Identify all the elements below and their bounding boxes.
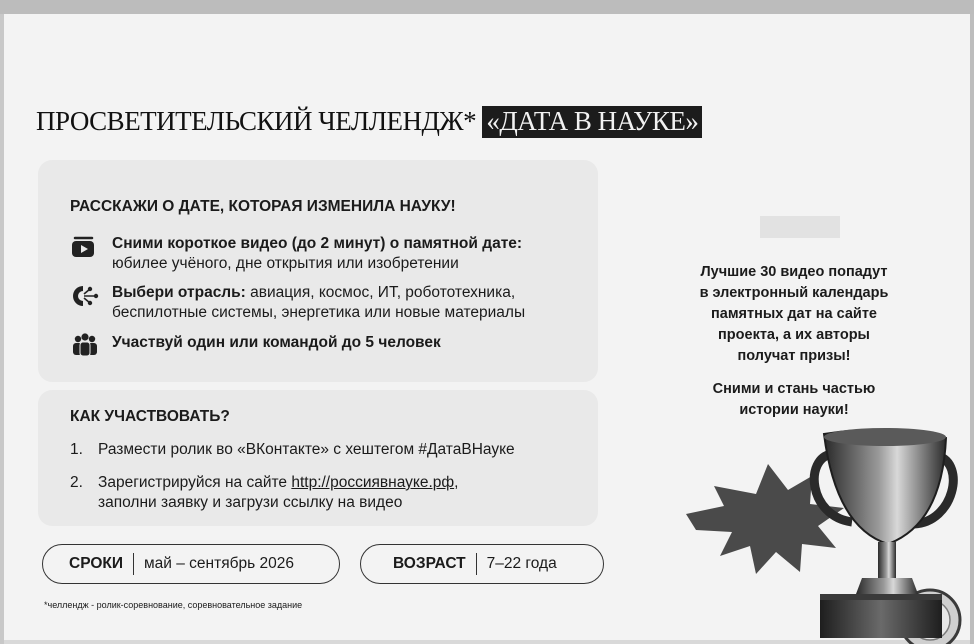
step-text-line2: заполни заявку и загрузи ссылку на видео <box>98 494 403 511</box>
rule-item-video-bold: Сними короткое видео (до 2 минут) о памятной дате: <box>112 235 523 252</box>
step-item <box>70 473 515 513</box>
promo-line: Лучшие 30 видео попадут <box>700 264 888 280</box>
rule-item-video <box>70 234 522 274</box>
video-play-icon <box>70 234 100 260</box>
promo-text <box>662 262 926 421</box>
deadline-value: май – сентябрь 2026 <box>144 555 294 572</box>
rule-item-industry <box>70 283 525 323</box>
how-to-steps <box>70 440 515 526</box>
pill-divider <box>476 553 477 575</box>
rule-item-industry-line2: беспилотные системы, энергетика или новые материалы <box>112 304 526 321</box>
scan-right-edge <box>970 14 974 644</box>
promo-call-line: истории науки! <box>739 402 849 418</box>
rules-heading: РАССКАЖИ О ДАТЕ, КОТОРАЯ ИЗМЕНИЛА НАУКУ! <box>70 198 456 215</box>
starburst-shape <box>686 464 844 574</box>
deadline-label: СРОКИ <box>69 555 123 572</box>
promo-line: получат призы! <box>737 348 851 364</box>
title-main: ПРОСВЕТИТЕЛЬСКИЙ ЧЕЛЛЕНДЖ* <box>36 106 477 136</box>
website-link[interactable]: http://россиявнауке.рф <box>291 474 455 491</box>
trophy-illustration <box>684 424 970 644</box>
rule-item-industry-text: авиация, космос, ИТ, робототехника, <box>245 284 516 301</box>
step-item <box>70 440 515 460</box>
age-value: 7–22 года <box>486 555 557 572</box>
age-pill <box>360 544 604 584</box>
step-text-after: , <box>454 474 459 491</box>
promo-line: памятных дат на сайте <box>711 306 877 322</box>
trophy-cup-icon <box>824 430 946 544</box>
rule-item-team <box>70 332 441 358</box>
step-number: 2. <box>70 474 83 491</box>
promo-call-line: Сними и стань частью <box>712 381 876 397</box>
rule-item-video-line2: юбилее учёного, дне открытия или изобретении <box>112 255 459 272</box>
trophy-base-icon <box>820 594 942 638</box>
rule-item-industry-bold: Выбери отрасль: <box>112 284 246 301</box>
rule-item-team-bold: Участвуй один или командой до 5 человек <box>112 334 441 351</box>
people-group-icon <box>70 332 100 358</box>
pill-divider <box>133 553 134 575</box>
scan-top-bar <box>0 0 974 15</box>
deadline-pill <box>42 544 340 584</box>
title-highlight: «ДАТА В НАУКЕ» <box>482 106 702 138</box>
step-text: Зарегистрируйся на сайте <box>98 474 292 491</box>
age-label: ВОЗРАСТ <box>393 555 466 572</box>
promo-line: проекта, а их авторы <box>718 327 870 343</box>
flyer-title <box>36 106 702 137</box>
step-text: Размести ролик во «ВКонтакте» с хештегом #ДатаВНауке <box>98 441 515 458</box>
promo-line: в электронный календарь <box>699 285 889 301</box>
step-number: 1. <box>70 441 83 458</box>
network-nodes-icon <box>70 283 100 309</box>
how-to-heading: КАК УЧАСТВОВАТЬ? <box>70 408 230 425</box>
footnote: *челлендж - ролик-соревнование, соревновательное задание <box>44 600 303 610</box>
faint-scan-mark <box>760 216 840 238</box>
